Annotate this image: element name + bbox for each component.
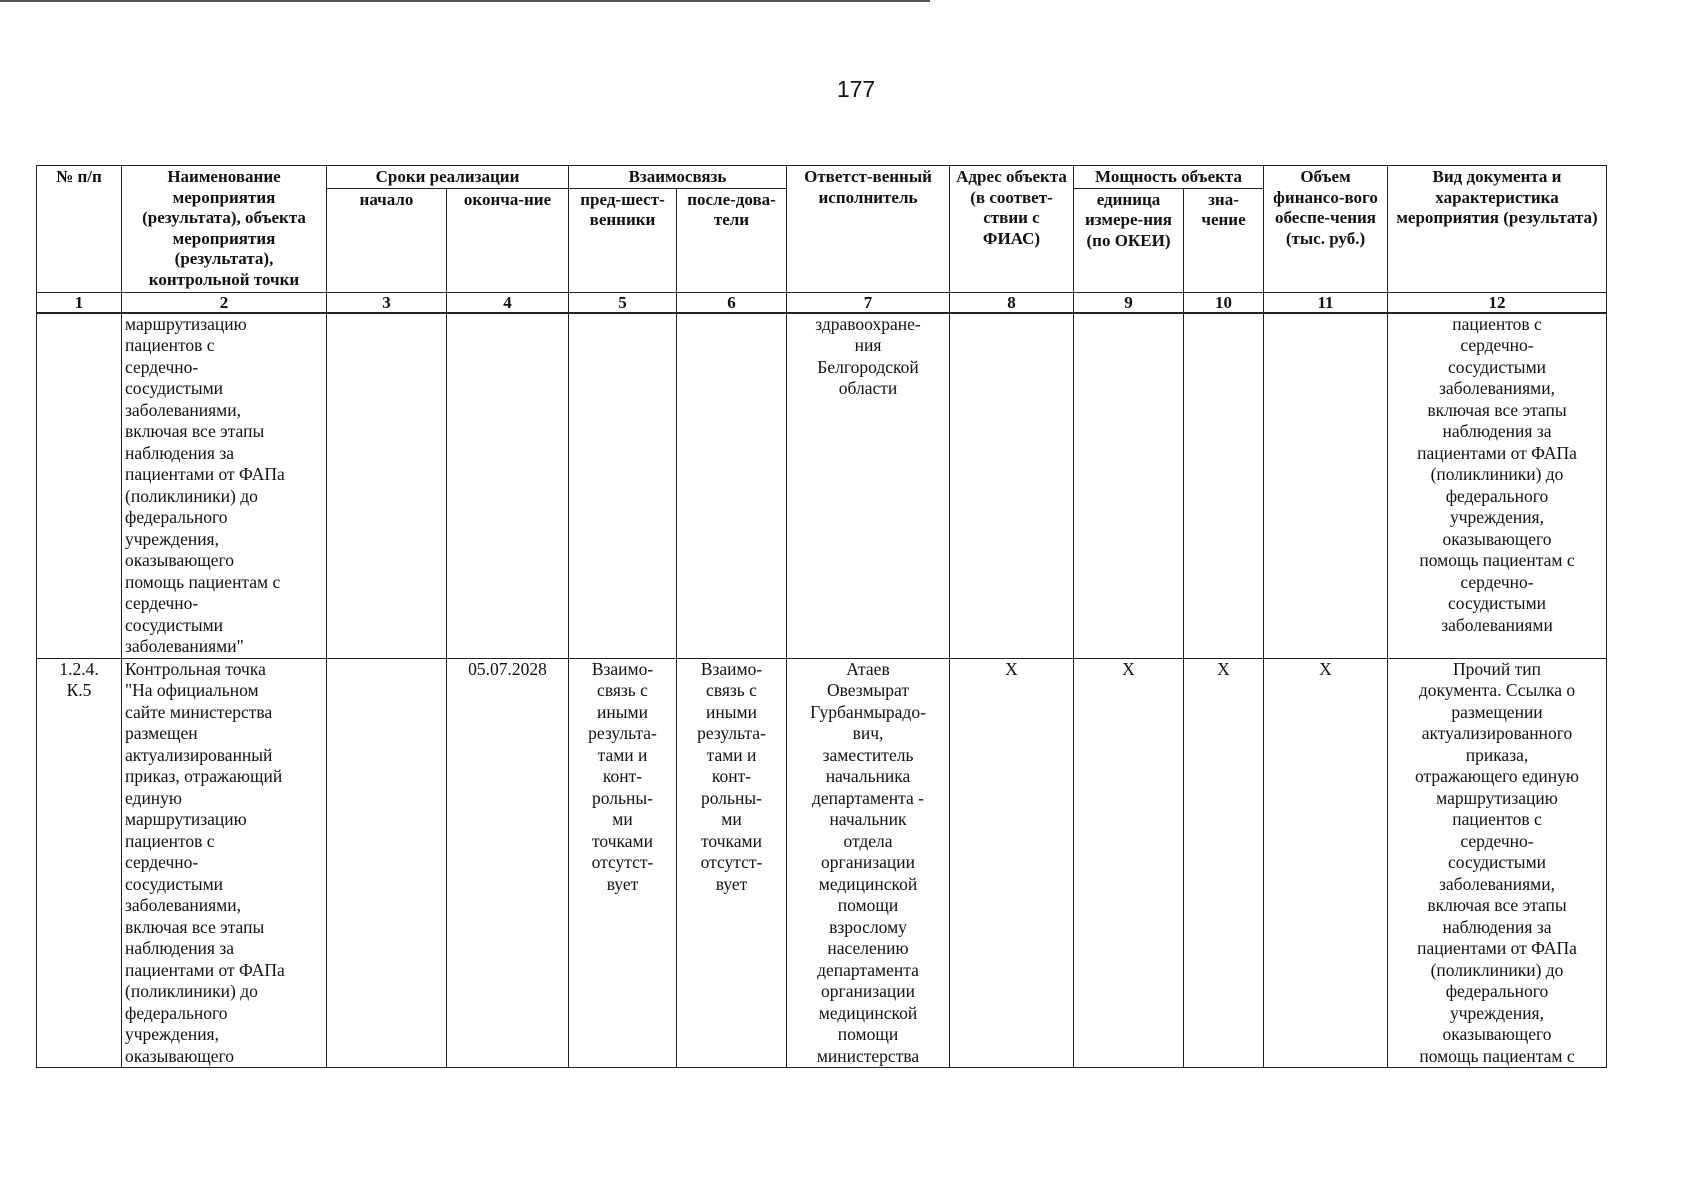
cell-text-line: сосудистыми [125,614,224,635]
cell-responsible [787,313,950,659]
cell-text-line: (поликлиники) до [125,981,258,1001]
column-number: 12 [1388,292,1607,313]
cell-text-line: наблюдения за [1442,916,1552,937]
cell-text-line: Контрольная точка [125,658,266,679]
cell-text-line: организации [821,981,915,1001]
cell-text-line: ния [854,335,882,355]
header-row-top [37,166,1607,189]
page-number: 177 [836,76,876,102]
cell-text-line: вич, [852,723,884,743]
cell-text-line: медицинской [818,1002,918,1023]
cell-text-line: сердечно- [1460,335,1534,355]
cell-responsible [787,658,950,1068]
cell-text-line: маршрутизацию [125,809,247,829]
cell-text-line: ми [721,809,742,829]
table-row [37,313,1607,659]
column-number: 4 [447,292,569,313]
cell-text-line: оказывающего [125,1045,235,1066]
cell-text-line: заболеваниями, [1439,378,1555,398]
cell-text-line: актуализированный [125,744,273,765]
cell-text-line: сердечно- [125,593,199,613]
cell-text-line: оказывающего [1442,528,1552,549]
cell-text-line: Прочий тип [1453,658,1541,679]
cell-text-line: вует [606,873,639,894]
cell-text-line: связь с [706,680,757,700]
column-number: 1 [37,292,122,313]
header-unit: единица измере-ния (по ОКЕИ) [1074,188,1184,292]
column-number: 9 [1074,292,1184,313]
cell-text-line: Взаимо- [700,658,763,679]
header-predecessors: пред-шест-венники [569,188,677,292]
header-address: Адрес объекта (в соответ-ствии с ФИАС) [950,166,1074,293]
cell-text-line: приказа, [1465,744,1529,765]
cell-text-line: рольны- [592,787,653,808]
column-number: 11 [1264,292,1388,313]
cell-value [1184,313,1264,659]
cell-text-line: тами и [597,744,648,765]
cell-text-line: Атаев [846,658,890,679]
cell-text-line: медицинской [818,873,918,894]
cell-value: Х [1184,658,1264,1068]
cell-successors [677,658,787,1068]
cell-text-line: департамента [817,959,919,980]
cell-text-line: наблюдения за [125,938,235,958]
header-responsible: Ответст-венный исполнитель [787,166,950,293]
cell-text-line: конт- [602,766,643,786]
cell-text-line: заболеваниями, [125,895,241,915]
cell-text-line: маршрутизацию [125,313,247,334]
header-capacity-group: Мощность объекта [1074,166,1264,189]
table-row [37,658,1607,1068]
column-number: 5 [569,292,677,313]
column-number: 7 [787,292,950,313]
cell-text-line: рольны- [701,787,762,808]
cell-text-line: помощи [837,1024,899,1044]
header-number: № п/п [37,166,122,293]
cell-document [1388,658,1607,1068]
cell-text-line: пациентов с [1452,809,1542,829]
cell-text-line: отдела [843,830,893,851]
header-link-group: Взаимосвязь [569,166,787,189]
cell-text-line: включая все этапы [125,916,265,937]
cell-text-line: Белгородской [817,356,919,377]
cell-start [327,658,447,1068]
column-number: 6 [677,292,787,313]
cell-text-line: приказ, отражающий [125,766,283,786]
header-end: оконча-ние [447,188,569,292]
cell-text-line: взрослому [829,916,907,937]
cell-text-line: включая все этапы [1427,399,1567,420]
cell-text-line: пациентов с [125,335,215,355]
header-name: Наименование мероприятия (результата), объекта мероприятия (результата), контрольной точки [122,166,327,293]
cell-text-line: ми [612,809,633,829]
cell-text-line: федерального [1445,485,1549,506]
column-number-row [37,292,1607,313]
cell-text-line: учреждения, [1450,507,1544,527]
cell-predecessors [569,658,677,1068]
cell-text-line: связь с [597,680,648,700]
cell-text-line: пациентами от ФАПа [1417,938,1577,958]
cell-successors [677,313,787,659]
cell-text-line: иными [706,701,757,722]
cell-text-line: населению [827,938,909,958]
cell-text-line: точками [701,830,762,851]
cell-text-line: отсутст- [700,852,763,872]
cell-text-line: заболеваниями" [125,636,244,656]
cell-text-line: заболеваниями, [1439,873,1555,894]
cell-text-line: 1.2.4. [59,658,99,679]
column-number: 3 [327,292,447,313]
cell-text-line: здравоохране- [815,313,921,334]
cell-text-line: департамента - [812,787,924,808]
cell-text-line: тами и [706,744,757,765]
cell-text-line: сосудистыми [1447,356,1547,377]
cell-text-line: (поликлиники) до [125,485,258,506]
cell-text-line: сосудистыми [125,378,224,398]
cell-text-line: министерства [816,1045,920,1066]
header-value: зна-чение [1184,188,1264,292]
cell-text-line: помощь пациентам с [1419,550,1575,570]
cell-text-line: сайте министерства [125,701,273,722]
top-rule [0,0,930,2]
cell-text-line: помощь пациентам с [125,571,281,592]
cell-text-line: федерального [125,1002,228,1023]
cell-text-line: области [838,378,898,398]
cell-text-line: отсутст- [591,852,654,872]
cell-end [447,313,569,659]
cell-unit [1074,313,1184,659]
cell-text-line: заместитель [822,744,914,765]
cell-text-line: пациентами от ФАПа [125,464,285,484]
cell-text-line: включая все этапы [125,421,265,441]
cell-text-line: Овезмырат [827,680,909,700]
cell-text-line: единую [125,787,182,808]
cell-text-line: вует [715,873,748,894]
header-start: начало [327,188,447,292]
cell-text-line: отражающего единую [1415,766,1579,786]
column-number: 10 [1184,292,1264,313]
cell-end: 05.07.2028 [447,658,569,1068]
cell-text-line: сосудистыми [1447,852,1547,872]
cell-text-line: К.5 [66,680,92,700]
cell-text-line: пациентами от ФАПа [125,959,285,980]
cell-predecessors [569,313,677,659]
cell-text-line: начальника [825,766,911,786]
cell-text-line: актуализированного [1421,723,1573,743]
cell-text-line: размещен [125,723,198,743]
cell-number [37,313,122,659]
cell-text-line: Взаимо- [591,658,654,679]
cell-text-line: сосудистыми [125,873,224,894]
cell-funding: Х [1264,658,1388,1068]
cell-text-line: "На официальном [125,680,259,700]
cell-text-line: федерального [1445,981,1549,1001]
cell-text-line: помощи [837,895,899,915]
cell-funding [1264,313,1388,659]
cell-text-line: документа. Ссылка о [1418,680,1576,700]
cell-text-line: иными [597,701,648,722]
header-funding: Объем финансо-вого обеспе-чения (тыс. руб.) [1264,166,1388,293]
cell-text-line: оказывающего [125,550,235,570]
cell-text-line: учреждения, [125,1024,219,1044]
cell-text-line: заболеваниями [1441,614,1553,635]
cell-text-line: начальник [829,809,907,829]
cell-text-line: точками [592,830,653,851]
cell-text-line: сердечно- [1460,571,1534,592]
cell-name [122,313,327,659]
cell-text-line: оказывающего [1442,1024,1552,1044]
cell-start [327,313,447,659]
cell-name [122,658,327,1068]
cell-text-line: результа- [588,723,657,743]
cell-text-line: размещении [1451,701,1543,722]
cell-text-line: сердечно- [1460,830,1534,851]
cell-text-line: заболеваниями, [125,399,241,420]
cell-text-line: (поликлиники) до [1430,464,1564,484]
header-document: Вид документа и характеристика мероприятия (результата) [1388,166,1607,293]
cell-text-line: организации [821,852,915,872]
cell-text-line: пациентов с [125,830,215,851]
cell-text-line: наблюдения за [125,442,235,463]
cell-text-line: учреждения, [125,528,219,549]
cell-text-line: пациентов с [1452,313,1542,334]
plan-table [36,165,1607,1068]
cell-text-line: включая все этапы [1427,895,1567,915]
cell-text-line: результа- [697,723,766,743]
cell-text-line: сосудистыми [1447,593,1547,613]
column-number: 8 [950,292,1074,313]
cell-number [37,658,122,1068]
header-successors: после-дова-тели [677,188,787,292]
cell-unit: Х [1074,658,1184,1068]
cell-text-line: помощь пациентам с [1419,1045,1575,1066]
column-number: 2 [122,292,327,313]
cell-text-line: федерального [125,507,228,527]
cell-address [950,313,1074,659]
cell-text-line: (поликлиники) до [1430,959,1564,980]
cell-text-line: сердечно- [125,356,199,377]
cell-document [1388,313,1607,659]
cell-text-line: маршрутизацию [1436,787,1558,808]
cell-text-line: пациентами от ФАПа [1417,442,1577,463]
cell-address: Х [950,658,1074,1068]
cell-text-line: учреждения, [1450,1002,1544,1023]
cell-text-line: Гурбанмырадо- [810,701,926,722]
cell-text-line: наблюдения за [1442,421,1552,441]
cell-text-line: конт- [711,766,752,786]
cell-text-line: сердечно- [125,852,199,872]
header-terms-group: Сроки реализации [327,166,569,189]
